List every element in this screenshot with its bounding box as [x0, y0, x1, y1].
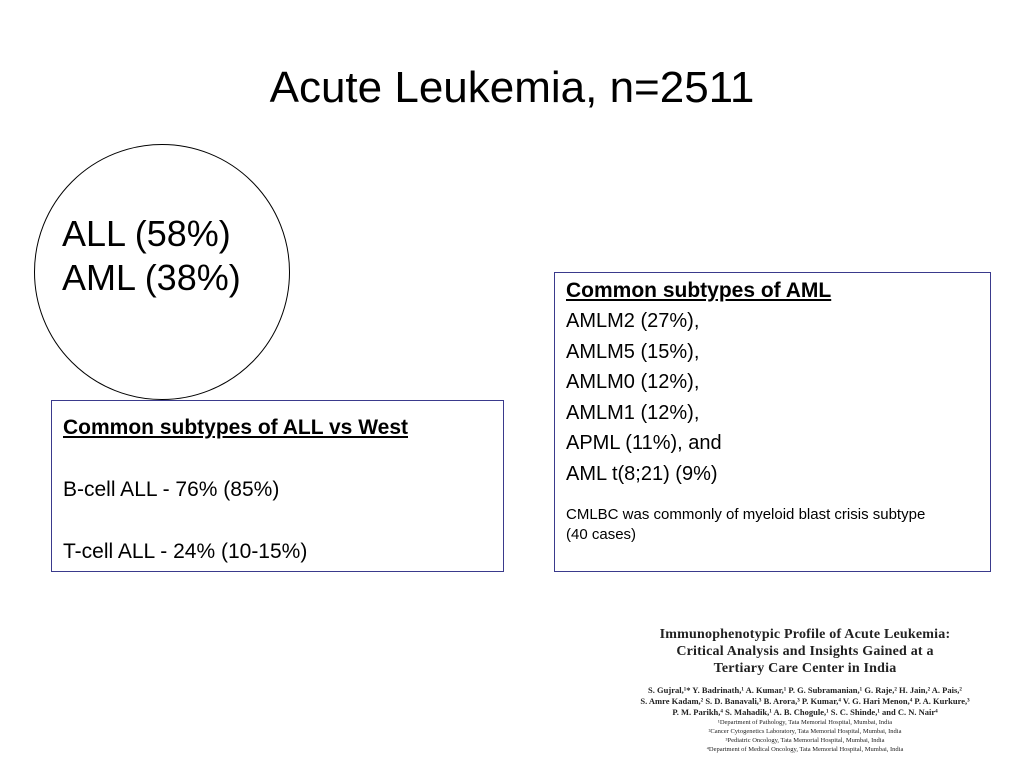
citation-affiliation-line: ¹Department of Pathology, Tata Memorial Hospital, Mumbai, India	[717, 719, 893, 726]
citation-excerpt	[600, 626, 1010, 754]
all-subtypes-box	[51, 400, 504, 572]
citation-author-line: S. Gujral,¹* Y. Badrinath,¹ A. Kumar,¹ P. G. Subramanian,¹ G. Raje,² H. Jain,² A. Pais,²	[648, 685, 962, 695]
aml-subtype-item: AMLM2 (27%),	[566, 310, 700, 332]
citation-authors	[600, 685, 1010, 718]
citation-affiliation-line: ³Pediatric Oncology, Tata Memorial Hospital, Mumbai, India	[725, 737, 885, 744]
all-percentage: ALL (58%)	[62, 213, 231, 254]
citation-affiliation-line: ²Cancer Cytogenetics Laboratory, Tata Memorial Hospital, Mumbai, India	[708, 728, 902, 735]
slide-title: Acute Leukemia, n=2511	[269, 63, 755, 112]
aml-subtype-item: AMLM1 (12%),	[566, 401, 700, 424]
aml-subtype-item: AMLM5 (15%),	[566, 340, 700, 363]
citation-title-line: Immunophenotypic Profile of Acute Leukemia:	[659, 627, 951, 642]
aml-subtype-item: APML (11%), and	[566, 432, 722, 454]
ellipse-text	[62, 212, 241, 300]
b-cell-all-line: B-cell ALL - 76% (85%)	[63, 478, 280, 501]
citation-author-line: P. M. Parikh,⁴ S. Mahadik,¹ A. B. Chogule,¹ S. C. Shinde,¹ and C. N. Nair⁴	[672, 707, 938, 717]
all-subtypes-heading: Common subtypes of ALL vs West	[63, 416, 408, 439]
aml-subtype-item: AML t(8;21) (9%)	[566, 462, 718, 485]
citation-title-line: Tertiary Care Center in India	[713, 661, 897, 676]
citation-affiliations	[600, 718, 1010, 754]
aml-subtype-item: AMLM0 (12%),	[566, 371, 700, 393]
cmlbc-note: CMLBC was commonly of myeloid blast crisis subtype (40 cases)	[566, 506, 926, 543]
aml-percentage: AML (38%)	[62, 257, 241, 298]
t-cell-all-line: T-cell ALL - 24% (10-15%)	[63, 540, 308, 563]
aml-subtypes-heading: Common subtypes of AML	[566, 279, 832, 302]
aml-subtypes-box	[554, 272, 991, 572]
citation-author-line: S. Amre Kadam,² S. D. Banavali,³ B. Arora,³ P. Kumar,⁴ V. G. Hari Menon,⁴ P. A. Kurkure,³	[640, 696, 970, 706]
citation-title-line: Critical Analysis and Insights Gained at a	[676, 644, 934, 659]
citation-affiliation-line: ⁴Department of Medical Oncology, Tata Memorial Hospital, Mumbai, India	[706, 746, 904, 753]
